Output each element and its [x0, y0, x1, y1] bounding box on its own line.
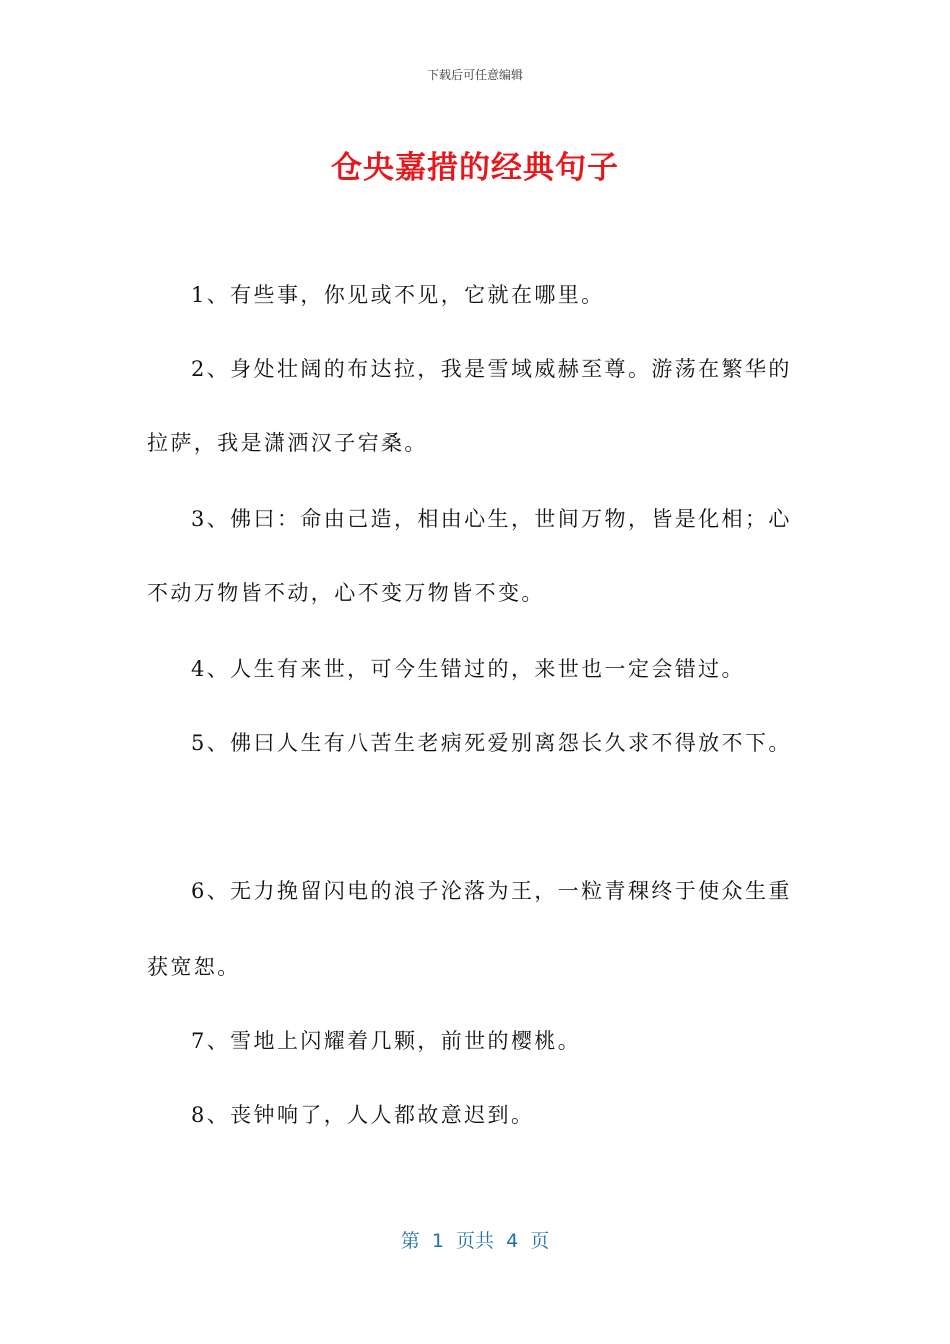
header-note: 下载后可任意编辑: [426, 68, 523, 82]
quote-line-3b: 不动万物皆不动，心不变万物皆不变。: [147, 581, 545, 605]
quote-line-3a: 3、佛曰：命由己造，相由心生，世间万物，皆是化相；心: [191, 507, 792, 531]
quote-line-8: 8、丧钟响了，人人都故意迟到。: [191, 1103, 535, 1127]
page-number-footer: 第 1 页共 4 页: [400, 1230, 550, 1252]
page-title: 仓央嘉措的经典句子: [331, 150, 619, 186]
quote-line-6a: 6、无力挽留闪电的浪子沦落为王，一粒青稞终于使众生重: [191, 879, 792, 903]
quote-line-5: 5、佛曰人生有八苦生老病死爱别离怨长久求不得放不下。: [191, 731, 792, 755]
quote-line-2b: 拉萨，我是潇洒汉子宕桑。: [147, 431, 428, 455]
quote-line-7: 7、雪地上闪耀着几颗，前世的樱桃。: [191, 1029, 582, 1053]
quote-line-1: 1、有些事，你见或不见，它就在哪里。: [191, 283, 605, 307]
quote-line-4: 4、人生有来世，可今生错过的，来世也一定会错过。: [191, 657, 745, 681]
quote-line-6b: 获宽恕。: [147, 955, 241, 979]
quote-line-2a: 2、身处壮阔的布达拉，我是雪域威赫至尊。游荡在繁华的: [191, 357, 792, 381]
